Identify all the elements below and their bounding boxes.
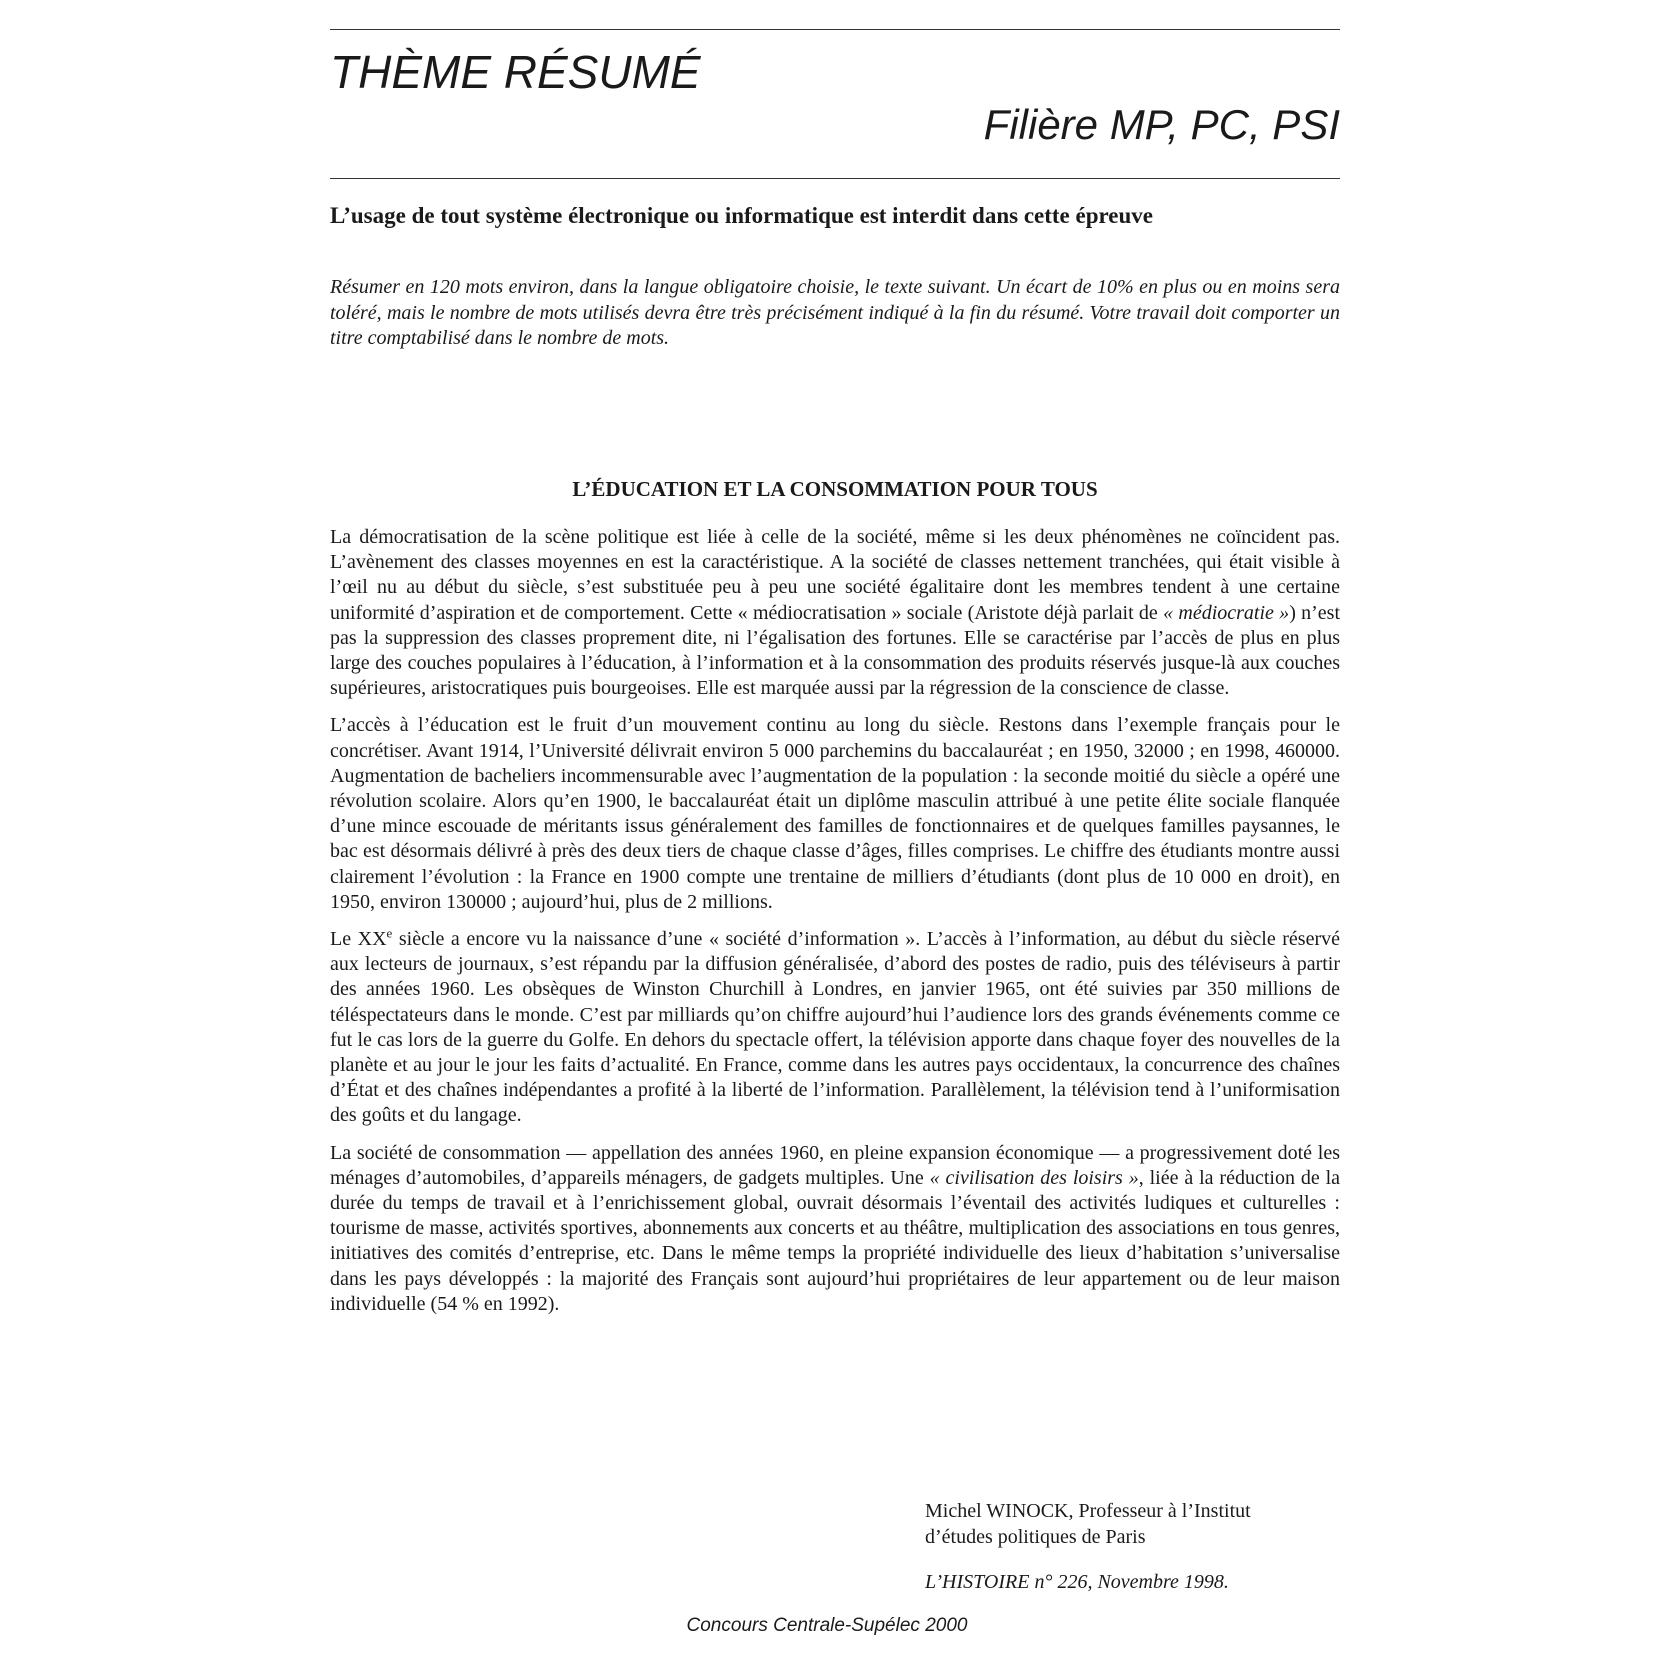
top-rule <box>330 29 1340 30</box>
paragraph-3: Le XXe siècle a encore vu la naissance d’une « société d’information ». L’accès à l’information, au début du siècle réservé aux lecteurs de journaux, s’est répandu par la diffusion généralisée, d’abord des postes de radio, puis des téléviseurs à partir des années 1960. Les obsèques de Winston Churchill à Londres, en janvier 1965, ont été suivies par 350 millions de téléspectateurs dans le monde. C’est par milliards qu’on chiffre aujourd’hui l’audience lors des grands événements comme ce fut le cas lors de la guerre du Golfe. En dehors du spectacle offert, la télévision apporte dans chaque foyer des nouvelles de la planète et au jour le jour les faits d’actualité. En France, comme dans les autres pays occidentaux, la concurrence des chaînes d’État et des chaînes indépendantes a profité à la liberté de l’information. Parallèlement, la télévision tend à l’uniformisation des goûts et du langage. <box>330 925 1340 1127</box>
author-line-1: Michel WINOCK, Professeur à l’Institut <box>925 1500 1251 1522</box>
paragraph-4: La société de consommation — appellation des années 1960, en pleine expansion économique — a progressivement doté les ménages d’automobiles, d’appareils ménagers, de gadgets multiples. Une « civilisation des loisirs », liée à la réduction de la durée du temps de travail et à l’enrichissement global, ouvrait désormais l’éventail des activités ludiques et culturelles : tourisme de masse, activités sportives, abonnements aux concerts et au théâtre, multiplication des associations en tous genres, initiatives des comités d’entreprise, etc. Dans le même temps la propriété individuelle des lieux d’habitation s’universalise dans les pays développés : la majorité des Français sont aujourd’hui propriétaires de leur appartement ou de leur maison individuelle (54 % en 1992). <box>330 1141 1341 1315</box>
paragraph-2: L’accès à l’éducation est le fruit d’un mouvement continu au long du siècle. Restons dans l’exemple français pour le concrétiser. Avant 1914, l’Université délivrait environ 5 000 parchemins du baccalauréat ; en 1950, 32000 ; en 1998, 460000. Augmentation de bacheliers incommensurable avec l’augmentation de la population : la seconde moitié du siècle a opéré une révolution scolaire. Alors qu’en 1900, le baccalauréat était un diplôme masculin attribué à une petite élite sociale flanquée d’une mince escouade de méritants issus généralement des familles de fonctionnaires et de quelques familles paysannes, le bac est désormais délivré à près des deux tiers de chaque classe d’âges, filles comprises. Le chiffre des étudiants montre aussi clairement l’évolution : la France en 1900 compte une trentaine de milliers d’étudiants (dont plus de 10 000 en droit), en 1950, environ 130000 ; aujourd’hui, plus de 2 millions. <box>330 714 1340 913</box>
article-body <box>330 525 1340 1329</box>
paragraph-1: La démocratisation de la scène politique est liée à celle de la société, même si les deux phénomènes ne coïncident pas. L’avènement des classes moyennes en est la caractéristique. A la société de classes nettement tranchées, qui était visible à l’œil nu au début du siècle, s’est substituée peu à peu une société égalitaire dont les membres tendent à une certaine uniformité d’aspiration et de comportement. Cette « médiocratisation » sociale (Aristote déjà parlait de « médiocratie ») n’est pas la suppression des classes proprement dite, ni l’égalisation des fortunes. Elle se caractérise par l’accès de plus en plus large des couches populaires à l’éducation, à l’information et à la consommation des produits réservés jusque-là aux couches supérieures, aristocratiques puis bourgeoises. Elle est marquée aussi par la régression de la conscience de classe. <box>330 526 1341 700</box>
source-citation: L’HISTOIRE n° 226, Novembre 1998. <box>925 1571 1229 1593</box>
author-block <box>925 1499 1345 1550</box>
author-line-2: d’études politiques de Paris <box>925 1525 1146 1548</box>
warning-notice: L’usage de tout système électronique ou informatique est interdit dans cette épreuve <box>330 203 1154 228</box>
page-title: THÈME RÉSUMÉ <box>330 46 701 98</box>
header-rule <box>330 178 1340 179</box>
page-footer: Concours Centrale-Supélec 2000 <box>686 1615 968 1636</box>
filiere-label: Filière MP, PC, PSI <box>983 101 1340 148</box>
instructions: Résumer en 120 mots environ, dans la langue obligatoire choisie, le texte suivant. Un écart de 10% en plus ou en moins sera toléré, mais le nombre de mots utilisés devra être très précisément indiqué à la fin du résumé. Votre travail doit comporter un titre comptabilisé dans le nombre de mots. <box>330 276 1340 349</box>
text-title: L’ÉDUCATION ET LA CONSOMMATION POUR TOUS <box>572 477 1098 501</box>
